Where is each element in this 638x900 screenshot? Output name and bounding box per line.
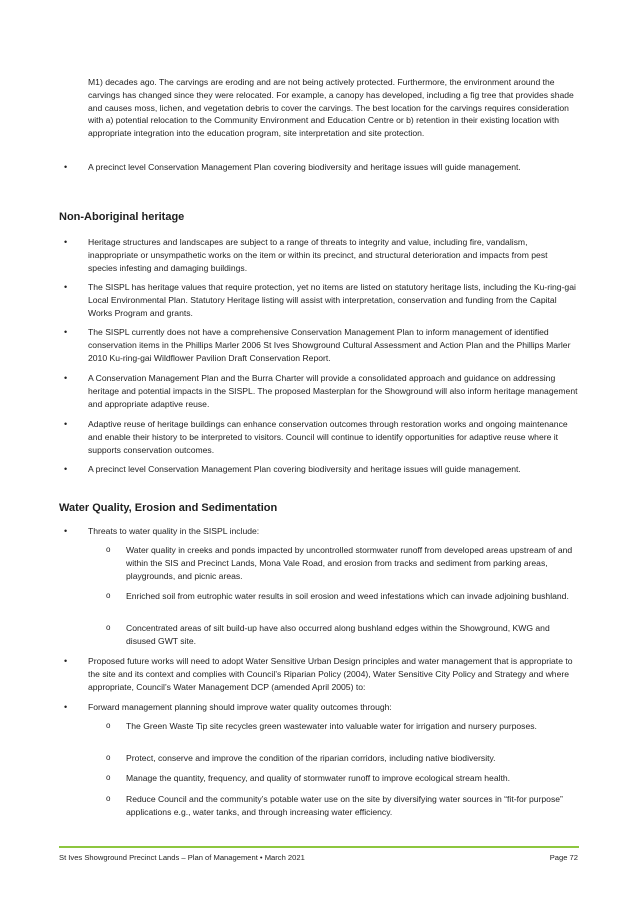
sub-item-text: The Green Waste Tip site recycles green wastewater into valuable water for irrigation and nursery purposes. — [126, 721, 537, 731]
non-aboriginal-bullet-4 — [64, 372, 578, 410]
bullet-text: A precinct level Conservation Management Plan covering biodiversity and heritage issues will guide management. — [88, 464, 521, 474]
sub-item-text: Protect, conserve and improve the condition of the riparian corridors, including native biodiversity. — [126, 753, 496, 763]
water-sub-item-2 — [106, 590, 578, 603]
water-sub-item-1 — [106, 544, 578, 582]
sub-item-text: Reduce Council and the community’s potable water use on the site by diversifying water sources in “fit-for purpose” applications e.g., water tanks, and through increasing water efficiency. — [126, 794, 563, 817]
circle-bullet-icon: o — [106, 794, 111, 803]
sub-item-text: Water quality in creeks and ponds impacted by uncontrolled stormwater runoff from developed areas upstream of and within the SIS and Precinct Lands, Mona Vale Road, and erosion from tracks and sediment from parking areas, playgrounds, and picnic areas. — [126, 545, 573, 581]
bullet-icon: • — [64, 162, 68, 172]
footer-rule — [59, 846, 579, 848]
bullet-icon: • — [64, 526, 68, 536]
water-sub-item-7 — [106, 793, 578, 819]
bullet-text: The SISPL currently does not have a comprehensive Conservation Management Plan to inform management of identified conservation items in the Phillips Marler 2006 St Ives Showground Cultural Assessment and Action Plan and the Phillips Marler 2010 Ku-ring-gai Wildflower Pavilion Draft Conservation Report. — [88, 327, 571, 363]
circle-bullet-icon: o — [106, 623, 111, 632]
bullet-icon: • — [64, 373, 68, 383]
bullet-icon: • — [64, 656, 68, 666]
intro-continuation: M1) decades ago. The carvings are eroding and are not being actively protected. Furthermore, the environment around the carvings has changed since they were relocated. For example, a canopy has developed, including a fig tree that provides shade and causes moss, lichen, and vegetation debris to cover the carvings. The best location for the carvings requires consideration with a) potential relocation to the Community Environment and Education Centre or b) retention in their existing location with appropriate integration into the education program, site interpretation and site protection. — [88, 77, 574, 139]
non-aboriginal-bullet-3 — [64, 326, 578, 364]
footer-document-title: St Ives Showground Precinct Lands – Plan of Management • March 2021 — [59, 853, 305, 862]
water-bullet-2 — [64, 655, 578, 693]
water-sub-item-3 — [106, 622, 578, 648]
bullet-icon: • — [64, 282, 68, 292]
non-aboriginal-heading: Non-Aboriginal heritage — [59, 211, 185, 223]
bullet-text: Proposed future works will need to adopt Water Sensitive Urban Design principles and water management that is appropriate to the site and its context and complies with Council’s Riparian Policy (2004), Water Sensitive City Policy and Strategy and where appropriate, Council’s Water Management DCP (amended April 2005) to: — [88, 656, 573, 692]
bullet-text: Heritage structures and landscapes are subject to a range of threats to integrity and value, including fire, vandalism, inappropriate or unsympathetic works on the item or within its precinct, and structural deterioration and impacts from pest species infesting and damaging buildings. — [88, 237, 548, 273]
water-sub-item-6 — [106, 772, 578, 785]
water-bullet-1 — [64, 525, 578, 538]
water-heading: Water Quality, Erosion and Sedimentation — [59, 502, 278, 514]
bullet-icon: • — [64, 464, 68, 474]
bullet-icon: • — [64, 419, 68, 429]
non-aboriginal-bullet-6 — [64, 463, 578, 476]
water-sub-item-4 — [106, 720, 578, 733]
circle-bullet-icon: o — [106, 773, 111, 782]
circle-bullet-icon: o — [106, 545, 111, 554]
bullet-text: The SISPL has heritage values that require protection, yet no items are listed on statutory heritage lists, including the Ku-ring-gai Local Environmental Plan. Statutory Heritage listing will assist with interpretation, conservation and funding from the Capital Works Program and grants. — [88, 282, 576, 318]
bullet-icon: • — [64, 702, 68, 712]
non-aboriginal-bullet-5 — [64, 418, 578, 456]
sub-item-text: Enriched soil from eutrophic water results in soil erosion and weed infestations which can invade adjoining bushland. — [126, 591, 569, 601]
circle-bullet-icon: o — [106, 721, 111, 730]
sub-item-text: Concentrated areas of silt build-up have also occurred along bushland edges within the Showground, KWG and disused GWT site. — [126, 623, 550, 646]
bullet-icon: • — [64, 327, 68, 337]
sub-item-text: Manage the quantity, frequency, and quality of stormwater runoff to improve ecological stream health. — [126, 773, 511, 783]
bullet-text: Adaptive reuse of heritage buildings can enhance conservation outcomes through restoration works and ongoing maintenance and enable their history to be interpreted to visitors. Council will continue to identify opportunities for adaptive reuse where it supports conservation outcomes. — [88, 419, 568, 455]
bullet-text: Forward management planning should improve water quality outcomes through: — [88, 702, 392, 712]
circle-bullet-icon: o — [106, 591, 111, 600]
bullet-text: Threats to water quality in the SISPL include: — [88, 526, 260, 536]
bullet-text: A precinct level Conservation Management Plan covering biodiversity and heritage issues will guide management. — [88, 162, 521, 172]
intro-bullet — [64, 161, 578, 174]
circle-bullet-icon: o — [106, 753, 111, 762]
non-aboriginal-bullet-2 — [64, 281, 578, 319]
non-aboriginal-bullet-1 — [64, 236, 578, 274]
water-sub-item-5 — [106, 752, 578, 765]
footer-page-number: Page 72 — [549, 853, 578, 862]
bullet-text: A Conservation Management Plan and the Burra Charter will provide a consolidated approach and guidance on addressing heritage and potential impacts in the SISPL. The proposed Masterplan for the Showground will also inform heritage management and appropriate adaptive reuse. — [88, 373, 578, 409]
water-bullet-3 — [64, 701, 578, 714]
bullet-icon: • — [64, 237, 68, 247]
